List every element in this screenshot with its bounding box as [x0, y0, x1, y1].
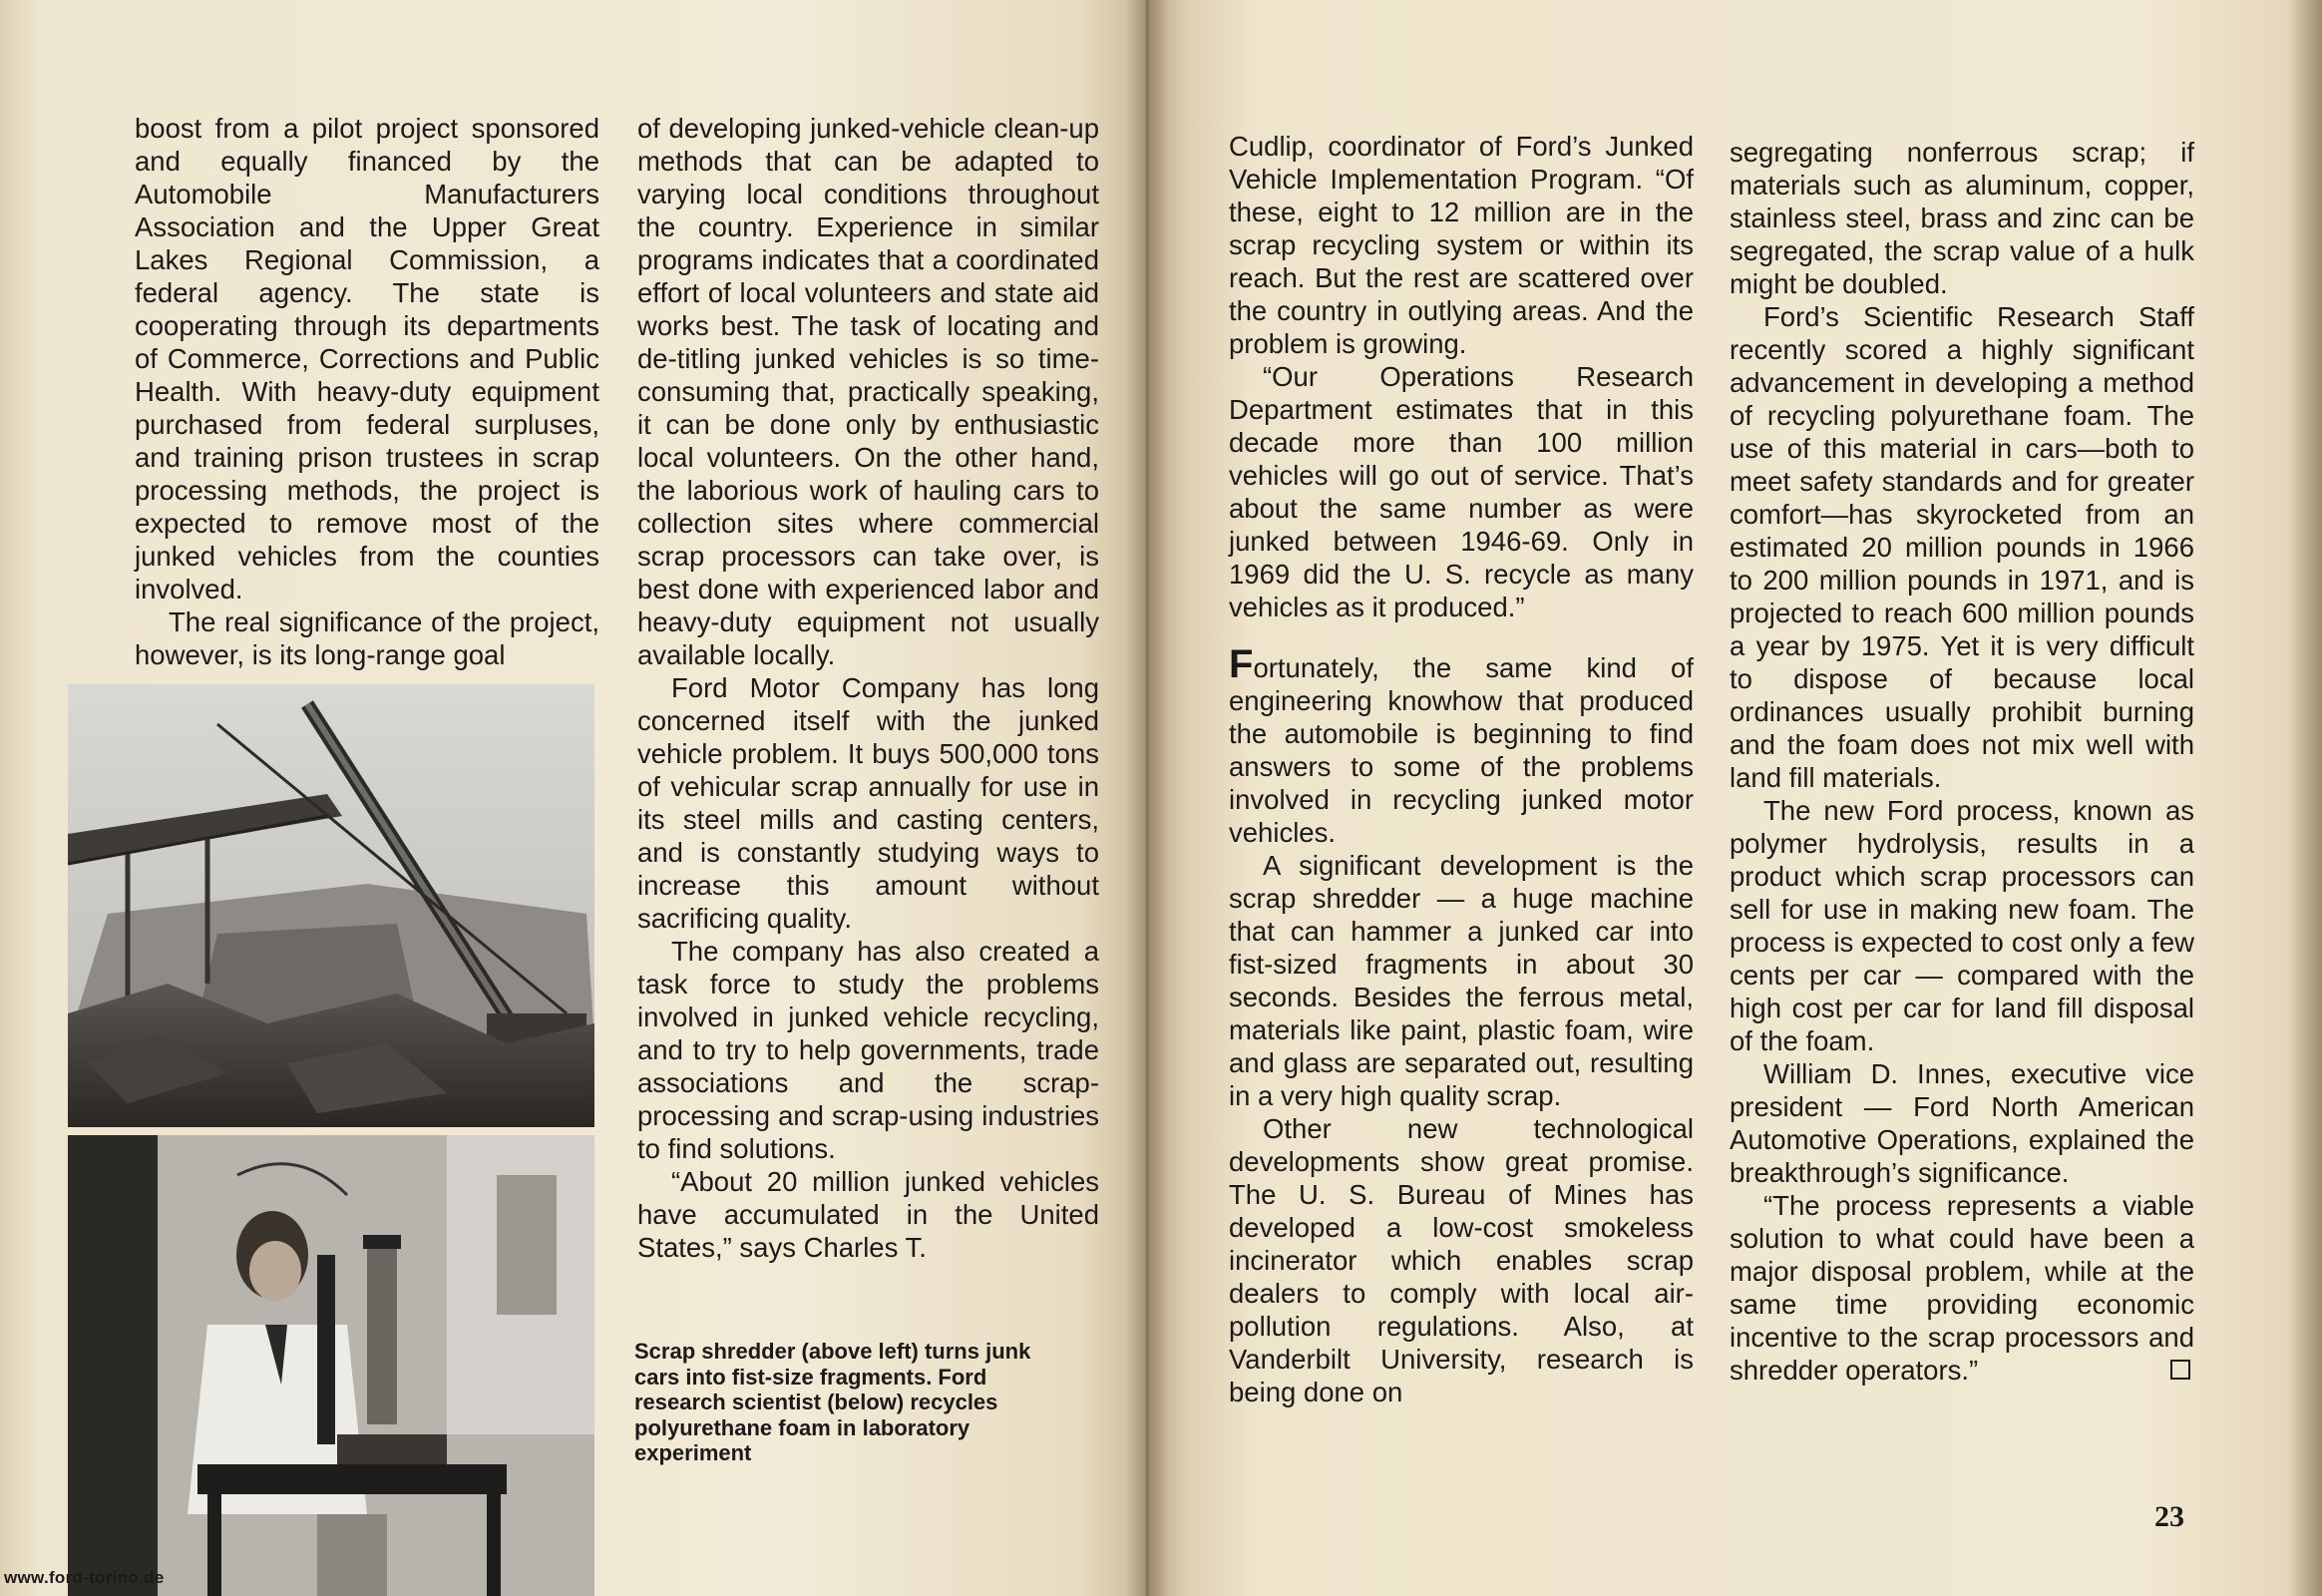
- paragraph: Cudlip, coordinator of Ford’s Junked Vehicle Implementation Program. “Of these, eight to 12 million are in the scrap recycling system or within its reach. But the rest are scattered over the country in outlying areas. And the problem is growing.: [1229, 131, 1694, 359]
- closing-quote-text: “The process represents a viable solution to what could have been a major disposal problem, while at the same time providing economic incentive to the scrap processors and shredder operators.”: [1730, 1190, 2194, 1386]
- scrap-shredder-photo: [68, 684, 594, 1127]
- paragraph: boost from a pilot project sponsored and equally financed by the Automobile Manufacturers Association and the Upper Great Lakes Regional Commission, a federal agency. The state is cooperating through its departments of Commerce, Corrections and Public Health. With heavy-duty equipment purchased from federal surpluses, and training prison trustees in scrap processing methods, the project is expected to remove most of the junked vehicles from the counties involved.: [135, 113, 599, 604]
- paragraph: The new Ford process, known as polymer hydrolysis, results in a product which scrap processors can sell for use in making new foam. The process is expected to cost only a few cents per car — compared with the high cost per car for land fill disposal of the foam.: [1730, 795, 2194, 1056]
- website-watermark: www.ford-torino.de: [4, 1568, 165, 1587]
- end-of-article-square-icon: [2170, 1360, 2190, 1380]
- scrap-shredder-image: [68, 684, 594, 1127]
- paragraph: segregating nonferrous scrap; if materials such as aluminum, copper, stainless steel, brass and zinc can be segregated, the scrap value of a hulk might be doubled.: [1730, 137, 2194, 299]
- paragraph: The real significance of the project, however, is its long-range goal: [135, 606, 599, 670]
- left-column-2: [637, 112, 1099, 1264]
- page-gutter: [1125, 0, 1169, 1596]
- photo-caption: Scrap shredder (above left) turns junk cars into fist-size fragments. Ford research scientist (below) recycles polyurethane foam in laboratory experiment: [634, 1339, 1031, 1465]
- paragraph: William D. Innes, executive vice president — Ford North American Automotive Operations, explained the breakthrough’s significance.: [1730, 1058, 2194, 1188]
- paragraph: The company has also created a task force to study the problems involved in junked vehicle recycling, and to try to help governments, trade associations and the scrap-processing and scrap-using industries to find solutions.: [637, 936, 1099, 1164]
- paragraph: of developing junked-vehicle clean-up methods that can be adapted to varying local conditions throughout the country. Experience in similar programs indicates that a coordinated effort of local volunteers and state aid works best. The task of locating and de-titling junked vehicles is so time-consuming that, practically speaking, it can be done only by enthusiastic local volunteers. On the other hand, the laborious work of hauling cars to collection sites where commercial scrap processors can take over, is best done with experienced labor and heavy-duty equipment not usually available locally.: [637, 113, 1099, 670]
- paragraph-text: ortunately, the same kind of engineering knowhow that produced the automobile is beginning to find answers to some of the problems involved in recycling junked motor vehicles.: [1229, 652, 1694, 848]
- dropcap: F: [1229, 642, 1254, 686]
- paragraph: [1730, 1189, 2194, 1387]
- paragraph: A significant development is the scrap shredder — a huge machine that can hammer a junked car into fist-sized fragments in about 30 seconds. Besides the ferrous metal, materials like paint, plastic foam, wire and glass are separated out, resulting in a very high quality scrap.: [1229, 850, 1694, 1111]
- research-scientist-image: [68, 1135, 594, 1596]
- page-number: 23: [2154, 1500, 2184, 1533]
- left-column-1: [135, 112, 599, 671]
- paragraph: “About 20 million junked vehicles have accumulated in the United States,” says Charles T.: [637, 1166, 1099, 1263]
- paragraph-with-dropcap: [1229, 642, 1694, 849]
- right-column-1: [1229, 130, 1694, 1408]
- paragraph: Ford Motor Company has long concerned itself with the junked vehicle problem. It buys 500,000 tons of vehicular scrap annually for use in its steel mills and casting centers, and is constantly studying ways to increase this amount without sacrificing quality.: [637, 672, 1099, 934]
- paragraph: Ford’s Scientific Research Staff recently scored a highly significant advancement in developing a method of recycling polyurethane foam. The use of this material in cars—both to meet safety standards and for greater comfort—has skyrocketed from an estimated 20 million pounds in 1966 to 200 million pounds in 1971, and is projected to reach 600 million pounds a year by 1975. Yet it is very difficult to dispose of because local ordinances usually prohibit burning and the foam does not mix well with land fill materials.: [1730, 301, 2194, 793]
- right-column-2: [1730, 136, 2194, 1387]
- paragraph: “Our Operations Research Department estimates that in this decade more than 100 million vehicles will go out of service. That’s about the same number as were junked between 1946-69. Only in 1969 did the U. S. recycle as many vehicles as it produced.”: [1229, 361, 1694, 622]
- research-scientist-photo: [68, 1135, 594, 1596]
- paragraph: Other new technological developments show great promise. The U. S. Bureau of Mines has developed a low-cost smokeless incinerator which enables scrap dealers to comply with local air-pollution regulations. Also, at Vanderbilt University, research is being done on: [1229, 1113, 1694, 1407]
